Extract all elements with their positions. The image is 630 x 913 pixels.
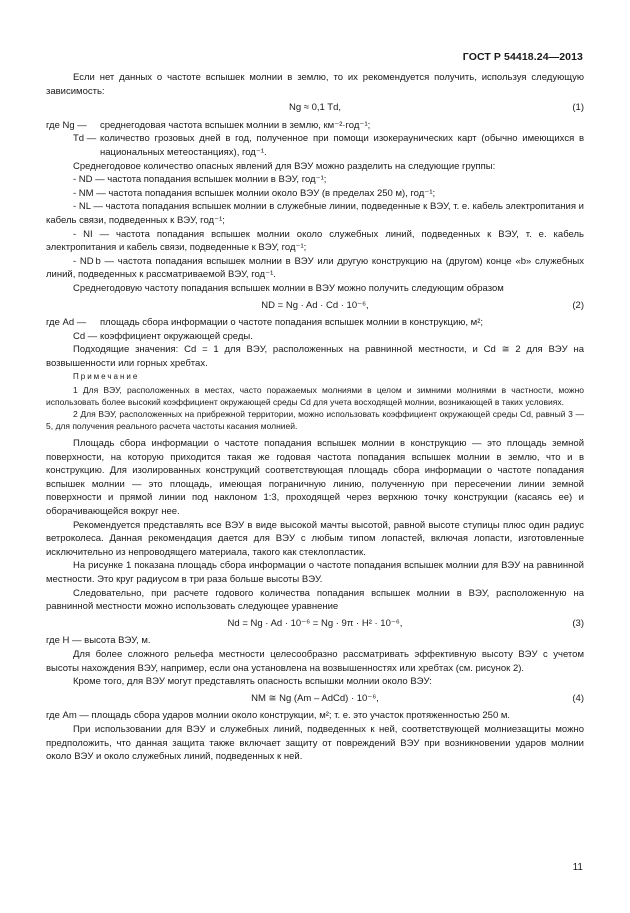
collection-area-paragraph: Площадь сбора информации о частоте попадания вспышек молнии в конструкцию — это площадь земной поверхности, на которую приходится такая же годовая частота попадания вспышек молнии в землю, что и в конструкцию. Для изолированных конструкций соответствующая площадь сбора информации о частоте попадания вспышек молнии — это площадь, имеющая пограничную линию, полученную при пересечении линии земной поверхности и прямой линии под наклоном 1:3, проходящей через верхнюю точку конструкции (касаясь ее) и оборачивающейся вокруг нее.: [46, 438, 584, 518]
page-content: [46, 71, 584, 764]
definition-label: где Ng —: [46, 119, 87, 131]
page-number: 11: [572, 862, 583, 873]
definition-ad: [46, 316, 584, 330]
group-item: - NL — частота попадания вспышек молнии в служебные линии, подведенные к ВЭУ, т. е. кабель электропитания и кабель связи, подведенных к ВЭУ, год⁻¹;: [46, 201, 584, 226]
definition-cd: [46, 330, 584, 344]
definition-h: где H — высота ВЭУ, м.: [46, 635, 151, 647]
definition-label: Cd —: [73, 330, 98, 342]
equation-1-number: (1): [572, 102, 584, 114]
equation-3-number: (3): [572, 617, 584, 629]
definition-text: количество грозовых дней в год, полученное при помощи изокераунических карт (обычно имеющихся в национальных метеостанциях), год⁻¹.: [100, 133, 584, 158]
suitable-values-text: Подходящие значения: Cd = 1 для ВЭУ, расположенных на равнинной местности, и Cd ≅ 2 для ВЭУ на возвышенности или горных хребтах.: [46, 344, 584, 369]
group-item: - ND — частота попадания вспышек молнии в ВЭУ, год⁻¹;: [73, 174, 327, 186]
note-item: 1 Для ВЭУ, расположенных в местах, часто поражаемых молниями в целом и зимними молниями в частности, можно использовать более высокий коэффициент окружающей среды Cd для учета восходящей молнии, возникающей в таких условиях.: [46, 385, 584, 408]
standard-header: ГОСТ Р 54418.24—2013: [462, 51, 583, 63]
equation-3: [46, 617, 584, 631]
note-heading: Примечание: [73, 372, 140, 382]
group-item: - ND b — частота попадания вспышек молнии в ВЭУ или другую конструкцию на (другом) конце «b» служебных линий, подведенных к рассматриваемой ВЭУ, год⁻¹.: [46, 255, 584, 281]
definition-text: среднегодовая частота вспышек молнии в землю, км⁻²·год⁻¹;: [100, 119, 371, 131]
equation-4-number: (4): [572, 692, 584, 704]
recommendation-paragraph: Рекомендуется представлять все ВЭУ в виде высокой мачты высотой, равной высоте ступицы плюс один радиус ветроколеса. Данная рекомендация дается для ВЭУ с любым типом лопастей, включая лопасти, изготовленные исключительно из непроводящего материала, такого как стеклопластик.: [46, 519, 584, 558]
definition-td: [46, 132, 584, 159]
average-frequency-text: Среднегодовую частоту попадания вспышек молнии в ВЭУ можно получить следующим образом: [73, 282, 504, 294]
equation-1: [46, 101, 584, 115]
equation-2: [46, 299, 584, 313]
equation-2-number: (2): [572, 299, 584, 311]
group-item: - NM — частота попадания вспышек молнии около ВЭУ (в пределах 250 м), год⁻¹;: [73, 187, 436, 199]
nearby-strikes-paragraph: Кроме того, для ВЭУ могут представлять опасность вспышки молнии около ВЭУ:: [73, 676, 432, 688]
equation-4-formula: NM ≅ Ng (Am – AdCd) · 10⁻⁶,: [251, 692, 379, 704]
intro-paragraph: Если нет данных о частоте вспышек молнии в землю, то их рекомендуется получить, используя следующую зависимость:: [46, 72, 584, 97]
consequently-paragraph: Следовательно, при расчете годового количества попадания вспышек молнии в ВЭУ, расположенную на равнинной местности можно использовать следующее уравнение: [46, 587, 584, 613]
groups-intro: Среднегодовое количество опасных явлений для ВЭУ можно разделить на следующие группы:: [73, 160, 496, 172]
final-paragraph: При использовании для ВЭУ и служебных линий, подведенных к ней, соответствующей молниезащиты можно предположить, что данная защита также включает защиту от повреждений ВЭУ при возникновении ударов молнии около ВЭУ и около служебных линий, подведенных к ней.: [46, 723, 584, 763]
note-item: 2 Для ВЭУ, расположенных на прибрежной территории, можно использовать коэффициент окружающей среды Cd, равный 3 — 5, для получения реального расчета частоты касания молнией.: [46, 409, 584, 432]
group-item: - NI — частота попадания вспышек молнии около служебных линий, подведенных к ВЭУ, т. е. кабель электропитания и кабель связи, подведенные к ВЭУ, год⁻¹;: [46, 228, 584, 254]
definition-label: Td —: [73, 133, 97, 145]
definition-text: площадь сбора информации о частоте попадания вспышек молнии в конструкцию, м²;: [100, 317, 484, 329]
definition-ng: [46, 119, 584, 133]
equation-4: [46, 692, 584, 706]
equation-1-formula: Ng ≈ 0,1 Td,: [288, 102, 342, 114]
definition-text: коэффициент окружающей среды.: [100, 330, 253, 342]
figure-reference-paragraph: На рисунке 1 показана площадь сбора информации о частоте попадания вспышек молнии для ВЭУ на равнинной местности. Это круг радиусом в три раза больше высоты ВЭУ.: [46, 560, 584, 585]
equation-3-formula: Nd = Ng · Ad · 10⁻⁶ = Ng · 9π · H² · 10⁻⁶,: [227, 617, 403, 629]
definition-am: где Am — площадь сбора ударов молнии около конструкции, м²; т. е. это участок протяженностью 250 м.: [46, 710, 511, 722]
definition-label: где Ad —: [46, 317, 87, 329]
equation-2-formula: ND = Ng · Ad · Cd · 10⁻⁶,: [261, 299, 369, 311]
complex-terrain-paragraph: Для более сложного рельефа местности целесообразно рассматривать эффективную высоту ВЭУ с учетом высоты нахождения ВЭУ, например, если она установлена на возвышенностях или хребтах (см. рисунок 2).: [46, 648, 584, 674]
